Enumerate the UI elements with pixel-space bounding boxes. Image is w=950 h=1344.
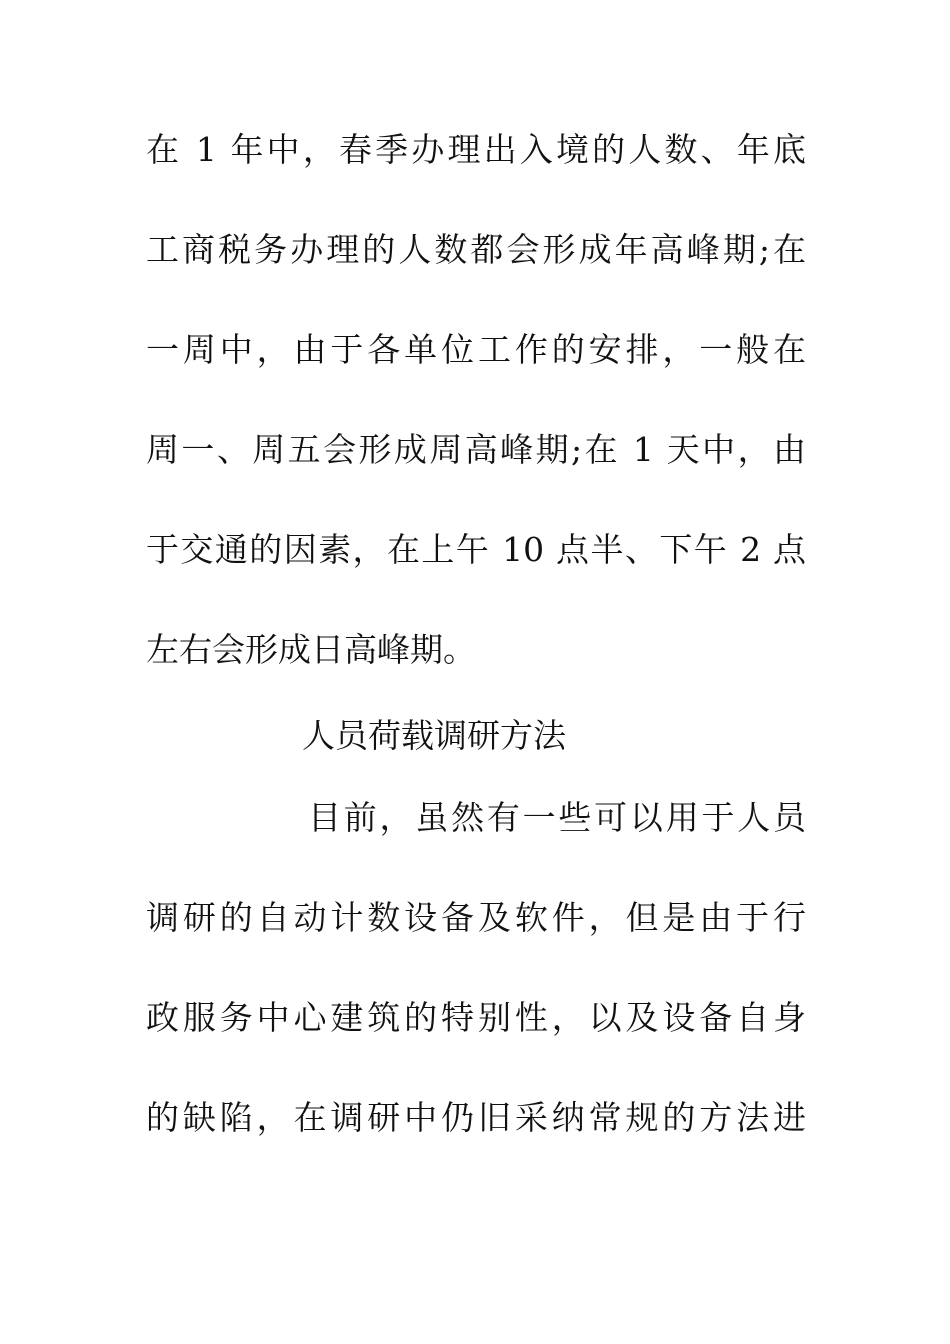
paragraph-line: 政服务中心建筑的特别性，以及设备自身 <box>146 998 806 1037</box>
paragraph-line: 的缺陷，在调研中仍旧采纳常规的方法进 <box>146 1098 806 1137</box>
section-heading: 人员荷载调研方法 <box>302 716 566 755</box>
paragraph-line: 调研的自动计数设备及软件，但是由于行 <box>146 898 806 937</box>
paragraph-line: 左右会形成日高峰期。 <box>146 630 476 669</box>
paragraph-line: 周一、周五会形成周高峰期;在 1 天中，由 <box>146 430 806 469</box>
paragraph-line: 于交通的因素，在上午 10 点半、下午 2 点 <box>146 530 806 569</box>
paragraph-line: 一周中，由于各单位工作的安排，一般在 <box>146 330 806 369</box>
paragraph-line: 工商税务办理的人数都会形成年高峰期;在 <box>146 230 806 269</box>
paragraph-line: 目前，虽然有一些可以用于人员 <box>308 798 806 837</box>
paragraph-line: 在 1 年中，春季办理出入境的人数、年底 <box>146 130 806 169</box>
